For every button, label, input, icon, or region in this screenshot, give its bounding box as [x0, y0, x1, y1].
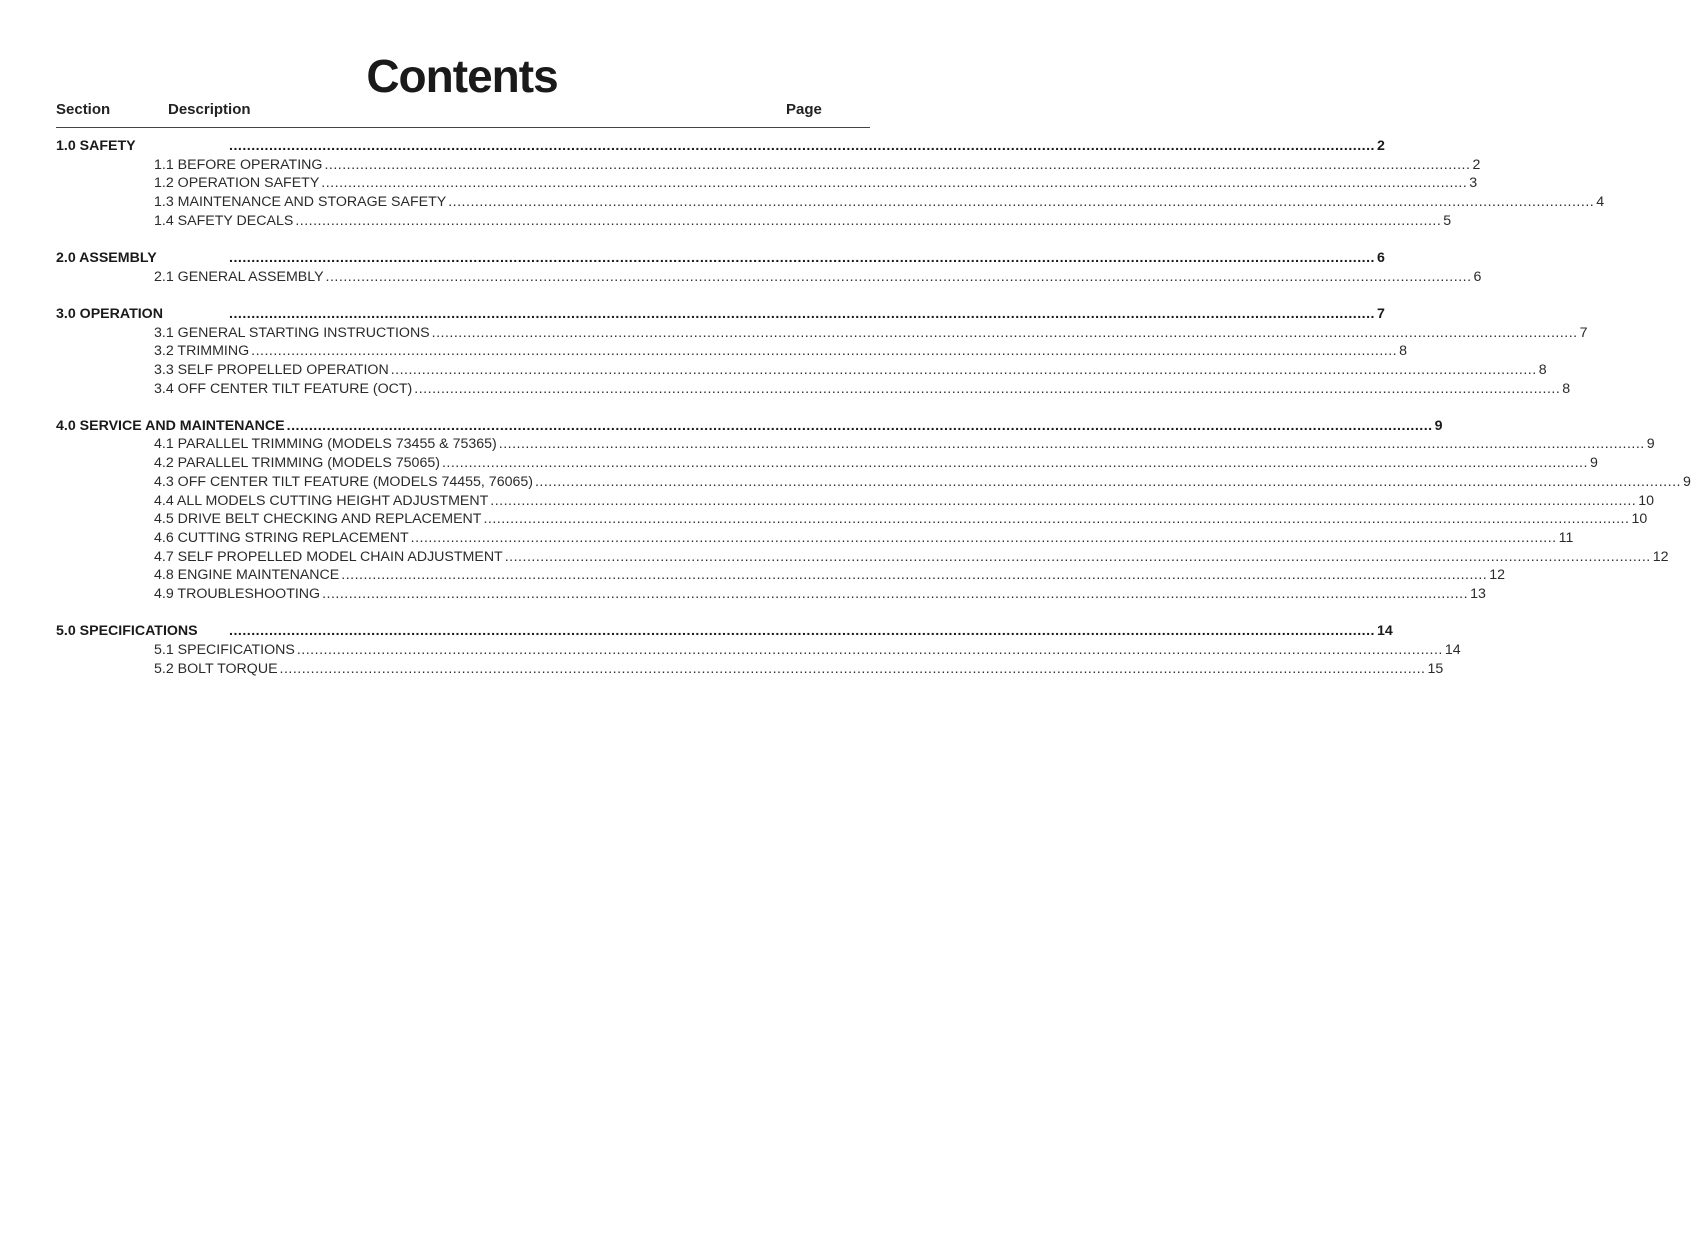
page-column-header: Page	[786, 101, 822, 118]
dot-leader: ..................................................................................................................................................................................................................................................................	[229, 138, 1375, 154]
toc-page-number: 14	[1444, 641, 1461, 658]
dot-leader: ..................................................................................................................................................................................................................................................................	[341, 567, 1488, 584]
dot-leader: ..................................................................................................................................................................................................................................................................	[410, 529, 1557, 546]
dot-leader: ..................................................................................................................................................................................................................................................................	[324, 156, 1471, 173]
toc-page-number: 14	[1376, 623, 1393, 640]
toc-page-number: 7	[1376, 305, 1385, 322]
toc-section-row[interactable]	[56, 622, 1393, 641]
toc-page-number: 9	[1589, 455, 1598, 472]
dot-leader: ..................................................................................................................................................................................................................................................................	[534, 473, 1681, 490]
toc-subsection-label: 4.9 TROUBLESHOOTING	[154, 585, 321, 602]
toc-page-number: 15	[1427, 660, 1444, 677]
toc-subsection-label: 1.4 SAFETY DECALS	[154, 212, 294, 229]
header-divider	[56, 127, 870, 128]
toc-page-number: 9	[1646, 436, 1655, 453]
description-column-header: Description	[168, 101, 251, 118]
toc-section-label: 5.0 SPECIFICATIONS	[56, 623, 198, 640]
toc-subsection-label: 4.7 SELF PROPELLED MODEL CHAIN ADJUSTMENT	[154, 548, 503, 565]
toc-subsection-row[interactable]	[56, 641, 1461, 660]
toc-section-group	[56, 249, 1482, 286]
toc-page-number: 6	[1473, 268, 1482, 285]
toc-subsection-label: 3.1 GENERAL STARTING INSTRUCTIONS	[154, 324, 430, 341]
toc-page-number: 12	[1652, 548, 1669, 565]
toc-page-number: 6	[1376, 249, 1385, 266]
toc-subsection-row[interactable]	[56, 566, 1506, 585]
toc-subsection-row[interactable]	[56, 548, 1669, 567]
toc-subsection-label: 5.2 BOLT TORQUE	[154, 660, 278, 677]
toc-subsection-row[interactable]	[56, 361, 1547, 380]
toc-subsection-label: 1.3 MAINTENANCE AND STORAGE SAFETY	[154, 194, 447, 211]
toc-section-group	[56, 305, 1588, 398]
toc-section-label: 4.0 SERVICE AND MAINTENANCE	[56, 417, 285, 434]
toc-page-number: 9	[1682, 473, 1691, 490]
toc-page-number: 4	[1596, 194, 1605, 211]
toc-subsection-row[interactable]	[56, 473, 1691, 492]
toc-section-label: 1.0 SAFETY	[56, 138, 136, 154]
toc-subsection-row[interactable]	[56, 660, 1444, 679]
toc-page-number: 10	[1631, 511, 1648, 528]
toc-subsection-row[interactable]	[56, 193, 1605, 212]
dot-leader: ..................................................................................................................................................................................................................................................................	[431, 324, 1578, 341]
toc-subsection-label: 4.3 OFF CENTER TILT FEATURE (MODELS 74455, 76065)	[154, 473, 533, 490]
dot-leader: ..................................................................................................................................................................................................................................................................	[504, 548, 1651, 565]
toc-section-label: 3.0 OPERATION	[56, 305, 163, 322]
toc-page-number: 12	[1489, 567, 1506, 584]
toc-subsection-row[interactable]	[56, 212, 1452, 231]
dot-leader: ..................................................................................................................................................................................................................................................................	[295, 212, 1442, 229]
toc-subsection-label: 1.1 BEFORE OPERATING	[154, 156, 323, 173]
toc-section-row[interactable]	[56, 417, 1443, 436]
toc-subsection-label: 1.2 OPERATION SAFETY	[154, 175, 320, 192]
toc-subsection-label: 4.5 DRIVE BELT CHECKING AND REPLACEMENT	[154, 511, 482, 528]
toc-page-number: 5	[1443, 212, 1452, 229]
toc-subsection-label: 4.1 PARALLEL TRIMMING (MODELS 73455 & 75365)	[154, 436, 497, 453]
toc-page-number: 9	[1434, 417, 1443, 434]
toc-subsection-row[interactable]	[56, 435, 1655, 454]
toc-subsection-row[interactable]	[56, 324, 1588, 343]
dot-leader: ..................................................................................................................................................................................................................................................................	[229, 305, 1375, 322]
toc-page-number: 10	[1638, 492, 1655, 509]
dot-leader: ..................................................................................................................................................................................................................................................................	[325, 268, 1472, 285]
toc-page-number: 3	[1469, 175, 1478, 192]
toc-section-group	[56, 137, 1605, 230]
toc-section-group	[56, 417, 1691, 604]
dot-leader: ..................................................................................................................................................................................................................................................................	[322, 585, 1469, 602]
toc-section-row[interactable]	[56, 249, 1385, 268]
dot-leader: ..................................................................................................................................................................................................................................................................	[490, 492, 1637, 509]
toc-page-number: 7	[1579, 324, 1588, 341]
toc-subsection-label: 3.4 OFF CENTER TILT FEATURE (OCT)	[154, 380, 413, 397]
toc-subsection-row[interactable]	[56, 156, 1481, 175]
toc-subsection-row[interactable]	[56, 454, 1598, 473]
section-column-header: Section	[56, 101, 111, 118]
toc-page-number: 8	[1538, 361, 1547, 378]
page-title: Contents	[366, 50, 558, 102]
dot-leader: ..................................................................................................................................................................................................................................................................	[229, 623, 1375, 640]
toc-subsection-label: 4.8 ENGINE MAINTENANCE	[154, 567, 340, 584]
dot-leader: ..................................................................................................................................................................................................................................................................	[296, 641, 1443, 658]
dot-leader: ..................................................................................................................................................................................................................................................................	[286, 417, 1433, 434]
toc-subsection-row[interactable]	[56, 268, 1482, 287]
dot-leader: ..................................................................................................................................................................................................................................................................	[390, 361, 1537, 378]
dot-leader: ..................................................................................................................................................................................................................................................................	[321, 175, 1468, 192]
toc-subsection-label: 5.1 SPECIFICATIONS	[154, 641, 295, 658]
toc-subsection-row[interactable]	[56, 492, 1655, 511]
toc-page-number: 8	[1562, 380, 1571, 397]
toc-page-number: 2	[1376, 138, 1385, 154]
dot-leader: ..................................................................................................................................................................................................................................................................	[483, 511, 1630, 528]
dot-leader: ..................................................................................................................................................................................................................................................................	[279, 660, 1426, 677]
toc-subsection-row[interactable]	[56, 585, 1486, 604]
toc-section-label: 2.0 ASSEMBLY	[56, 249, 157, 266]
toc-section-group	[56, 622, 1461, 678]
toc-section-row[interactable]	[56, 305, 1385, 324]
dot-leader: ..................................................................................................................................................................................................................................................................	[441, 455, 1588, 472]
toc-subsection-row[interactable]	[56, 529, 1574, 548]
toc-page-number: 11	[1558, 529, 1574, 546]
toc-subsection-row[interactable]	[56, 380, 1571, 399]
toc-subsection-label: 2.1 GENERAL ASSEMBLY	[154, 268, 324, 285]
toc-page-number: 13	[1470, 585, 1486, 602]
dot-leader: ..................................................................................................................................................................................................................................................................	[414, 380, 1561, 397]
toc-subsection-label: 4.2 PARALLEL TRIMMING (MODELS 75065)	[154, 455, 440, 472]
toc-subsection-row[interactable]	[56, 174, 1478, 193]
toc-page-number: 8	[1399, 343, 1407, 360]
toc-subsection-label: 3.2 TRIMMING	[154, 343, 250, 360]
dot-leader: ..................................................................................................................................................................................................................................................................	[229, 249, 1375, 266]
toc-section-row[interactable]	[56, 137, 1385, 156]
dot-leader: ..................................................................................................................................................................................................................................................................	[251, 343, 1398, 360]
dot-leader: ..................................................................................................................................................................................................................................................................	[498, 436, 1645, 453]
toc-page-number: 2	[1472, 156, 1481, 173]
toc-subsection-row[interactable]	[56, 342, 1407, 361]
toc-subsection-row[interactable]	[56, 510, 1648, 529]
dot-leader: ..................................................................................................................................................................................................................................................................	[448, 194, 1595, 211]
toc-subsection-label: 3.3 SELF PROPELLED OPERATION	[154, 361, 389, 378]
table-of-contents	[56, 137, 1691, 697]
toc-subsection-label: 4.6 CUTTING STRING REPLACEMENT	[154, 529, 409, 546]
toc-subsection-label: 4.4 ALL MODELS CUTTING HEIGHT ADJUSTMENT	[154, 492, 489, 509]
